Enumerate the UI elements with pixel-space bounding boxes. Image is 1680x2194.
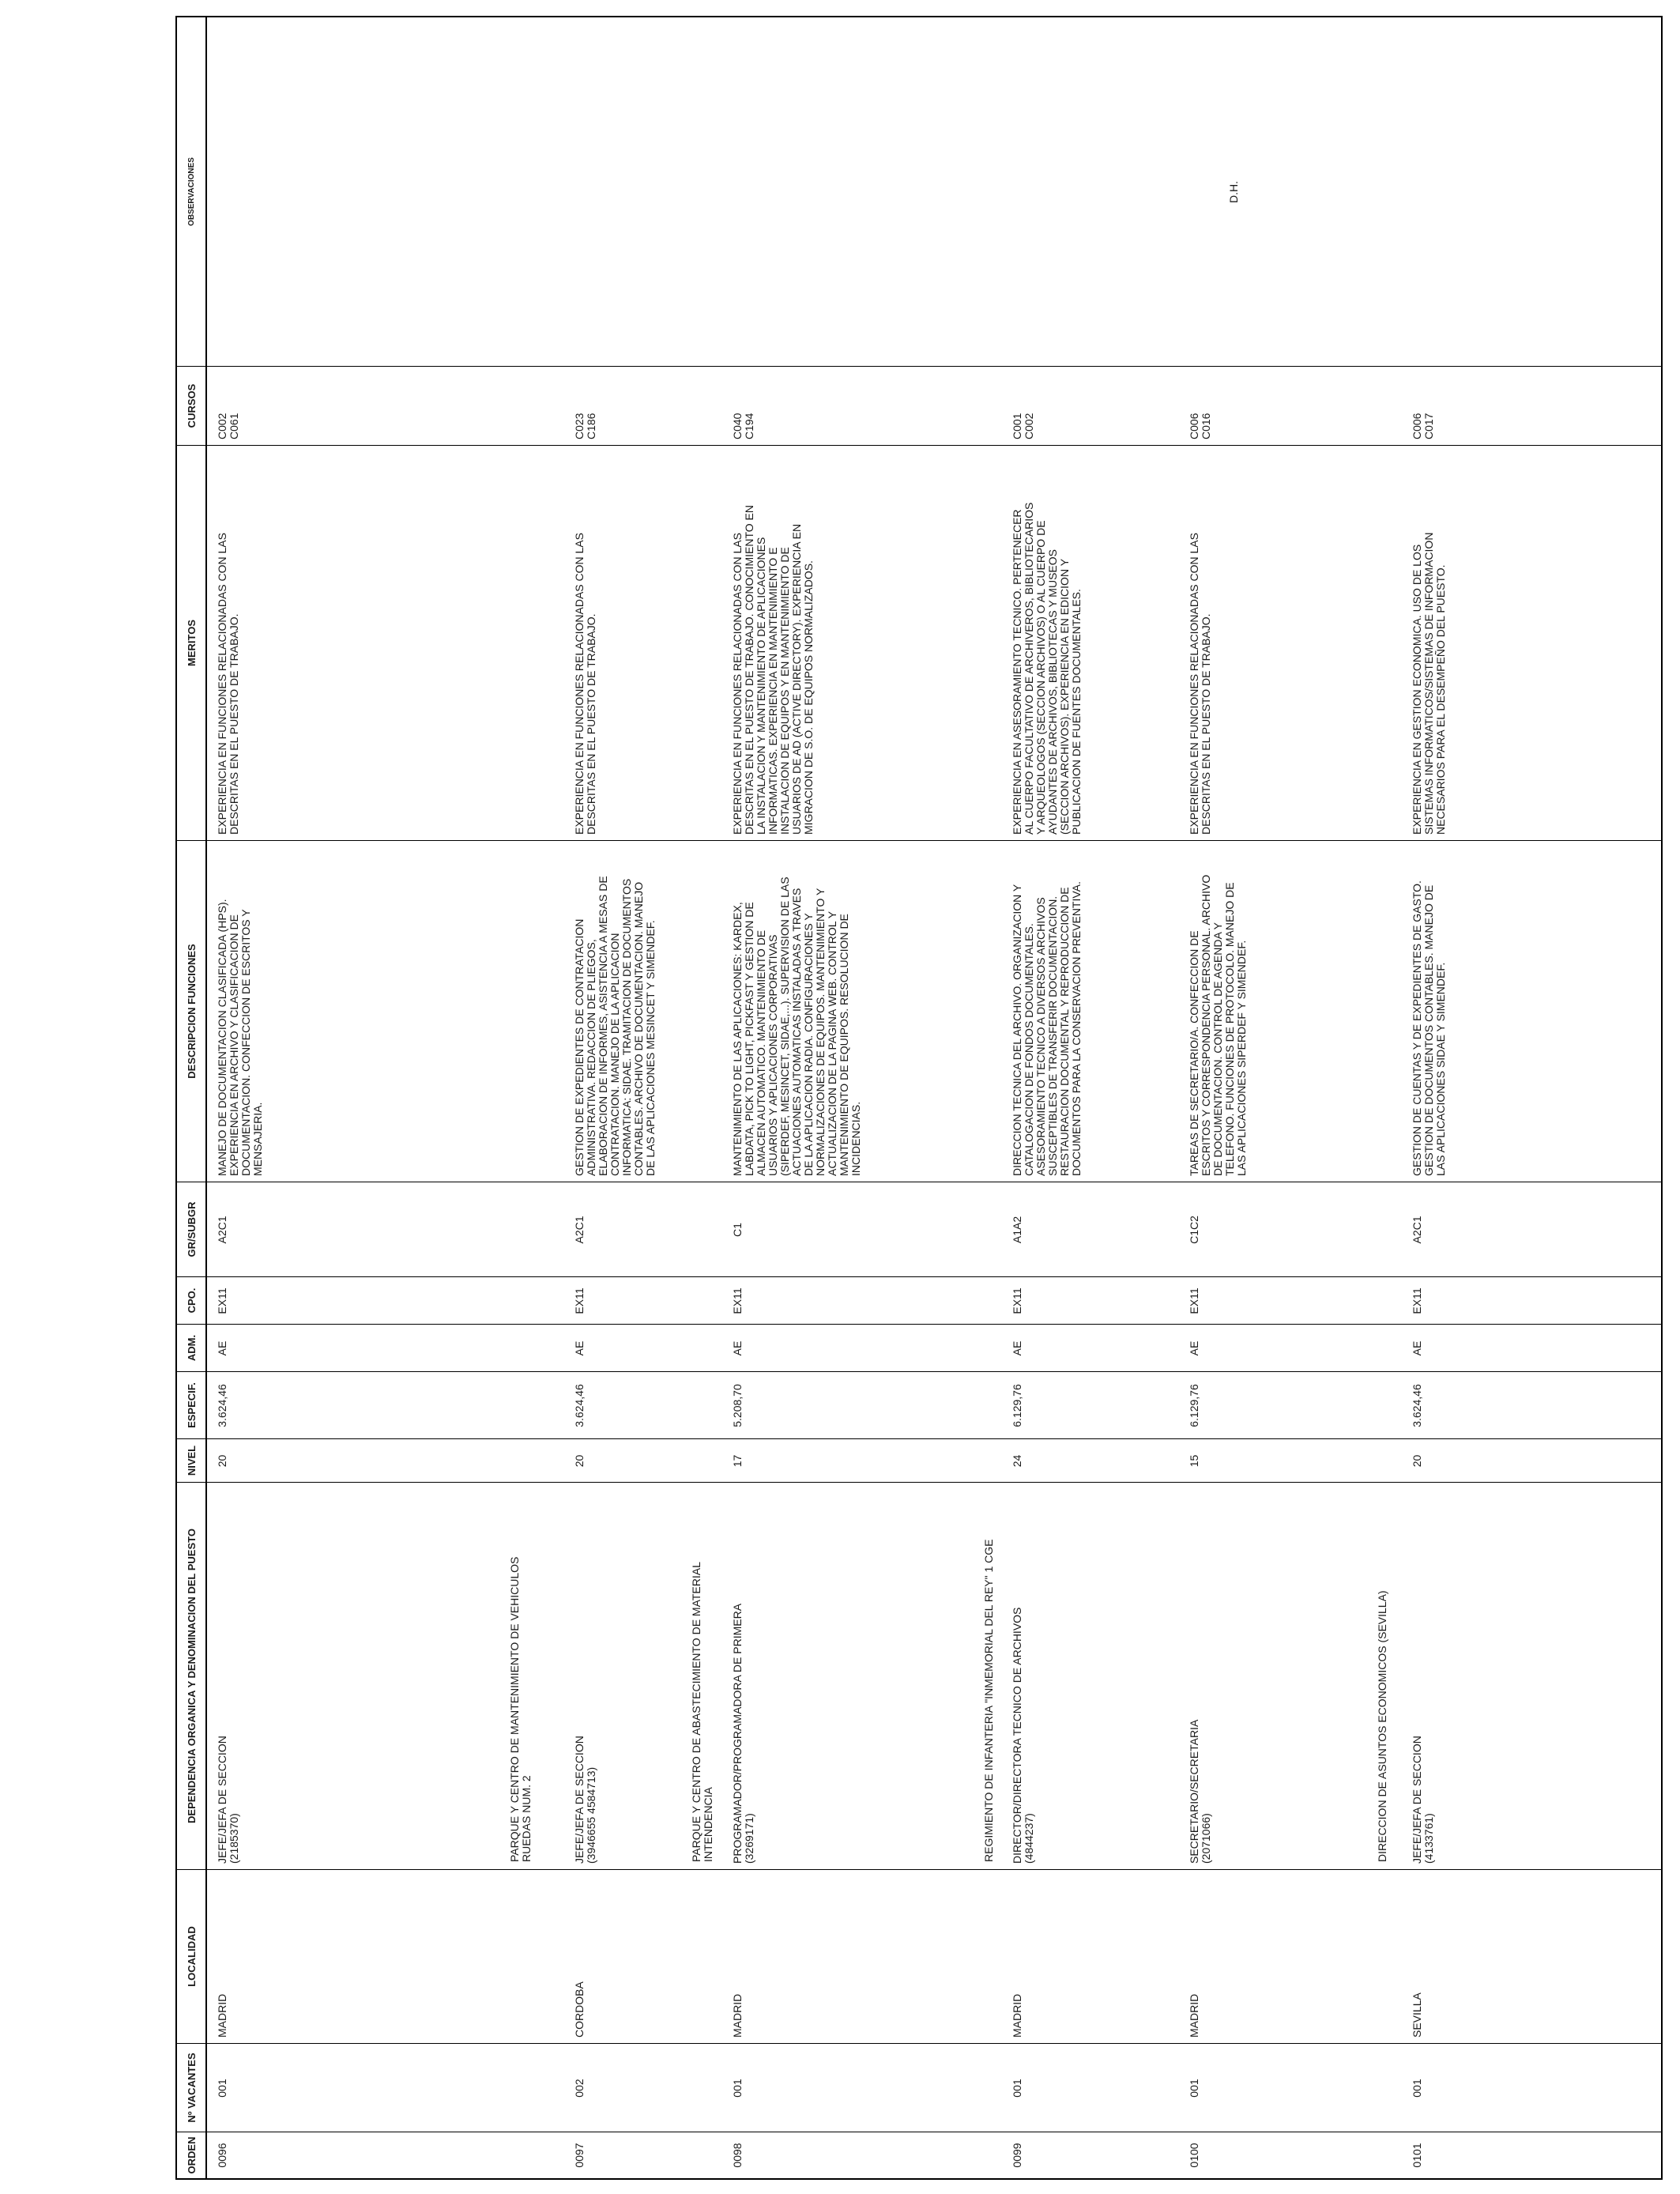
cell-cpo: EX11 xyxy=(216,1287,228,1314)
cell-observaciones: D.H. xyxy=(1227,181,1240,203)
cell-localidad: MADRID xyxy=(1188,1993,1200,2038)
cell-orden: 0098 xyxy=(731,2143,744,2168)
cell-especif: 3.624,46 xyxy=(573,1384,586,1427)
table-row xyxy=(207,17,390,2178)
cell-nivel: 20 xyxy=(573,1454,586,1468)
cell-meritos: EXPERIENCIA EN FUNCIONES RELACIONADAS CON LAS DESCRITAS EN EL PUESTO DE TRABAJO. xyxy=(573,533,597,835)
cell-meritos: EXPERIENCIA EN GESTION ECONOMICA. USO DE LOS SISTEMAS INFORMATICOS/SISTEMAS DE INFORMACION NECESARIOS PARA EL DESEMPEÑO DEL PUESTO. xyxy=(1411,532,1447,835)
cell-localidad: SEVILLA xyxy=(1411,1992,1423,2038)
cell-cpo: EX11 xyxy=(731,1287,744,1314)
cell-grsubgr: C1 xyxy=(731,1223,744,1237)
cell-adm: AE xyxy=(1011,1340,1023,1356)
table-row xyxy=(975,17,1181,2178)
cell-grsubgr: A2C1 xyxy=(216,1216,228,1244)
cell-vacantes: 001 xyxy=(1411,2079,1423,2098)
cell-adm: AE xyxy=(731,1340,744,1356)
cell-observaciones xyxy=(667,17,975,367)
cell-cpo: EX11 xyxy=(1188,1287,1200,1314)
cell-meritos: EXPERIENCIA EN FUNCIONES RELACIONADAS CON LAS DESCRITAS EN EL PUESTO DE TRABAJO. xyxy=(216,533,240,835)
group-header: REGIMIENTO DE INFANTERIA "INMEMORIAL DEL REY" 1 CGE xyxy=(982,1539,995,1862)
cell-nivel: 24 xyxy=(1011,1454,1023,1468)
cell-localidad: CORDOBA xyxy=(573,1981,586,2038)
cell-observaciones xyxy=(1365,17,1661,367)
header-localidad: LOCALIDAD xyxy=(177,1870,205,2044)
header-cursos: CURSOS xyxy=(177,367,205,446)
cell-observaciones xyxy=(207,17,390,367)
header-adm: ADM. xyxy=(177,1325,205,1372)
header-dependencia: DEPENDENCIA ORGANICA Y DENOMINACION DEL PUESTO xyxy=(177,1483,205,1870)
header-especif: ESPECIF. xyxy=(177,1372,205,1439)
group-header: DIRECCION DE ASUNTOS ECONOMICOS (SEVILLA) xyxy=(1376,1590,1388,1862)
cell-cpo: EX11 xyxy=(1011,1287,1023,1314)
group-header: PARQUE Y CENTRO DE MANTENIMIENTO DE VEHICULOS RUEDAS NUM. 2 xyxy=(508,1556,533,1862)
cell-orden: 0096 xyxy=(216,2143,228,2168)
cell-descripcion: DIRECCION TECNICA DEL ARCHIVO. ORGANIZACION Y CATALOGACION DE FONDOS DOCUMENTALES. ASESORAMIENTO TECNICO A DIVERSOS ARCHIVOS SUSCEPTIBLES DE TRANSFERIR DOCUMENTACION. RESTAURACION DOCUMENTAL Y REPRODUCCION DE DOCUMENTOS PARA LA CONSERVACION PREVENTIVA. xyxy=(1011,881,1083,1176)
table-row xyxy=(667,17,975,2178)
cell-cursos: C001 C002 xyxy=(1011,413,1035,439)
cell-vacantes: 002 xyxy=(573,2079,586,2098)
header-descripcion: DESCRIPCION FUNCIONES xyxy=(177,841,205,1182)
table-header-row xyxy=(177,17,207,2178)
cell-dependencia: JEFE/JEFA DE SECCION (3946655 4584713) xyxy=(573,1736,597,1864)
cell-meritos: EXPERIENCIA EN FUNCIONES RELACIONADAS CON LAS DESCRITAS EN EL PUESTO DE TRABAJO. CONOCIMIENTO EN LA INSTALACION Y MANTENIMIENTO DE APLICACIONES INFORMATICAS. EXPERIENCIA EN MANTENIMIENTO E INSTALACION DE EQUIPOS Y EN MANTENIMIENTO DE USUARIOS DE AD (ACTIVE DIRECTORY). EXPERIENCIA EN MIGRACION DE S.O. DE EQUIPOS NORMALIZADOS. xyxy=(731,505,815,835)
cell-cursos: C006 C016 xyxy=(1188,413,1212,439)
cell-descripcion: GESTION DE EXPEDIENTES DE CONTRATACION ADMINISTRATIVA. REDACCION DE PLIEGOS, ELABORACION DE INFORMES, ASISTENCIA A MESAS DE CONTRATACION. MANEJO DE LA APLICACION INFORMATICA: SIDAE. TRAMITACION DE DOCUMENTOS CONTABLES. ARCHIVO DE DOCUMENTACION. MANEJO DE LAS APLICACIONES MESINCET Y SIMENDEF. xyxy=(573,876,657,1176)
cell-nivel: 17 xyxy=(731,1454,744,1468)
cell-descripcion: MANEJO DE DOCUMENTACION CLASIFICADA (HPS). EXPERIENCIA EN ARCHIVO Y CLASIFICACION DE DOCUMENTACION. CONFECCION DE ESCRITOS Y MENSAJERIA. xyxy=(216,899,264,1176)
cell-meritos: EXPERIENCIA EN FUNCIONES RELACIONADAS CON LAS DESCRITAS EN EL PUESTO DE TRABAJO. xyxy=(1188,533,1212,835)
header-cpo: CPO. xyxy=(177,1277,205,1325)
cell-adm: AE xyxy=(216,1340,228,1356)
header-meritos: MERITOS xyxy=(177,446,205,841)
cell-localidad: MADRID xyxy=(216,1993,228,2038)
table-body xyxy=(207,17,1663,2178)
group-header: PARQUE Y CENTRO DE ABASTECIMIENTO DE MATERIAL INTENDENCIA xyxy=(690,1562,714,1862)
cell-orden: 0101 xyxy=(1411,2143,1423,2168)
cell-dependencia: PROGRAMADOR/PROGRAMADORA DE PRIMERA (3269171) xyxy=(731,1603,755,1864)
cell-vacantes: 001 xyxy=(731,2079,744,2098)
header-grsubgr: GR/SUBGR xyxy=(177,1182,205,1277)
cell-cursos: C002 C061 xyxy=(216,413,240,439)
cell-observaciones xyxy=(975,17,1181,367)
cell-nivel: 20 xyxy=(1411,1454,1423,1468)
cell-grsubgr: A1A2 xyxy=(1011,1216,1023,1244)
header-vacantes: Nº VACANTES xyxy=(177,2044,205,2132)
cell-grsubgr: A2C1 xyxy=(1411,1216,1423,1244)
table-row xyxy=(390,17,667,2178)
cell-cursos: C006 C017 xyxy=(1411,413,1435,439)
cell-descripcion: GESTION DE CUENTAS Y DE EXPEDIENTES DE GASTO. GESTION DE DOCUMENTOS CONTABLES. MANEJO DE LAS APLICACIONES SIDAE Y SIMENDEF. xyxy=(1411,880,1447,1176)
cell-especif: 6.129,76 xyxy=(1188,1384,1200,1427)
cell-descripcion: TAREAS DE SECRETARIO/A. CONFECCION DE ESCRITOS Y CORRESPONDENCIA PERSONAL. ARCHIVO DE DOCUMENTACION. CONTROL DE AGENDA Y TELEFONO. FUNCIONES DE PROTOCOLO. MANEJO DE LAS APLICACIONES SIPERDEF Y SIMENDEF. xyxy=(1188,874,1248,1176)
cell-grsubgr: A2C1 xyxy=(573,1216,586,1244)
cell-especif: 6.129,76 xyxy=(1011,1384,1023,1427)
cell-nivel: 20 xyxy=(216,1454,228,1468)
cell-dependencia: JEFE/JEFA DE SECCION (4133761) xyxy=(1411,1736,1435,1864)
cell-adm: AE xyxy=(573,1340,586,1356)
cell-adm: AE xyxy=(1411,1340,1423,1356)
cell-cpo: EX11 xyxy=(573,1287,586,1314)
cell-orden: 0097 xyxy=(573,2143,586,2168)
cell-vacantes: 001 xyxy=(216,2079,228,2098)
cell-dependencia: DIRECTOR/DIRECTORA TECNICO DE ARCHIVOS (4844237) xyxy=(1011,1607,1035,1864)
cell-observaciones xyxy=(390,17,667,367)
cell-descripcion: MANTENIMIENTO DE LAS APLICACIONES: KARDEX, LABDATA, PICK TO LIGHT, PICKFAST Y GESTION DE ALMACEN AUTOMATICO. MANTENIMIENTO DE USUARIOS Y APLICACIONES CORPORATIVAS (SIPERDEF, MESINCET, SIDAE,...). SUPERVISION DE LAS ACTUACIONES AUTOMATICAS INSTALADAS A TRAVES DE LA APLICACION RADIA. CONFIGURACIONES Y NORMALIZACIONES DE EQUIPOS. MANTENIMIENTO Y ACTUALIZACION DE LA PAGINA WEB. CONTROL Y MANTENIMIENTO DE EQUIPOS. RESOLUCION DE INCIDENCIAS. xyxy=(731,876,862,1176)
header-orden: ORDEN xyxy=(185,2136,198,2174)
cell-especif: 3.624,46 xyxy=(1411,1384,1423,1427)
cell-vacantes: 001 xyxy=(1188,2079,1200,2098)
cell-dependencia: SECRETARIO/SECRETARIA (2071066) xyxy=(1188,1719,1212,1864)
cell-especif: 3.624,46 xyxy=(216,1384,228,1427)
table-row xyxy=(1181,17,1365,2178)
cell-adm: AE xyxy=(1188,1340,1200,1356)
cell-especif: 5.208,70 xyxy=(731,1384,744,1427)
cell-cursos: C040 C194 xyxy=(731,413,755,439)
table-row xyxy=(1365,17,1661,2178)
cell-orden: 0100 xyxy=(1188,2143,1200,2168)
vacancies-table xyxy=(175,16,1663,2180)
cell-cpo: EX11 xyxy=(1411,1287,1423,1314)
cell-localidad: MADRID xyxy=(1011,1993,1023,2038)
cell-cursos: C023 C186 xyxy=(573,413,597,439)
header-nivel: NIVEL xyxy=(177,1439,205,1483)
cell-localidad: MADRID xyxy=(731,1993,744,2038)
cell-vacantes: 001 xyxy=(1011,2079,1023,2098)
header-observaciones: OBSERVACIONES xyxy=(177,17,205,367)
cell-orden: 0099 xyxy=(1011,2143,1023,2168)
cell-dependencia: JEFE/JEFA DE SECCION (2185370) xyxy=(216,1736,240,1864)
cell-meritos: EXPERIENCIA EN ASESORAMIENTO TECNICO. PERTENECER AL CUERPO FACULTATIVO DE ARCHIVEROS, BIBLIOTECARIOS Y ARQUEOLOGOS (SECCION ARCHIVOS) O AL CUERPO DE AYUDANTES DE ARCHIVOS, BIBLIOTECAS Y MUSEOS (SECCION ARCHIVOS). EXPERIENCIA EN EDICION Y PUBLICACION DE FUENTES DOCUMENTALES. xyxy=(1011,502,1083,835)
cell-grsubgr: C1C2 xyxy=(1188,1216,1200,1244)
cell-nivel: 15 xyxy=(1188,1454,1200,1468)
